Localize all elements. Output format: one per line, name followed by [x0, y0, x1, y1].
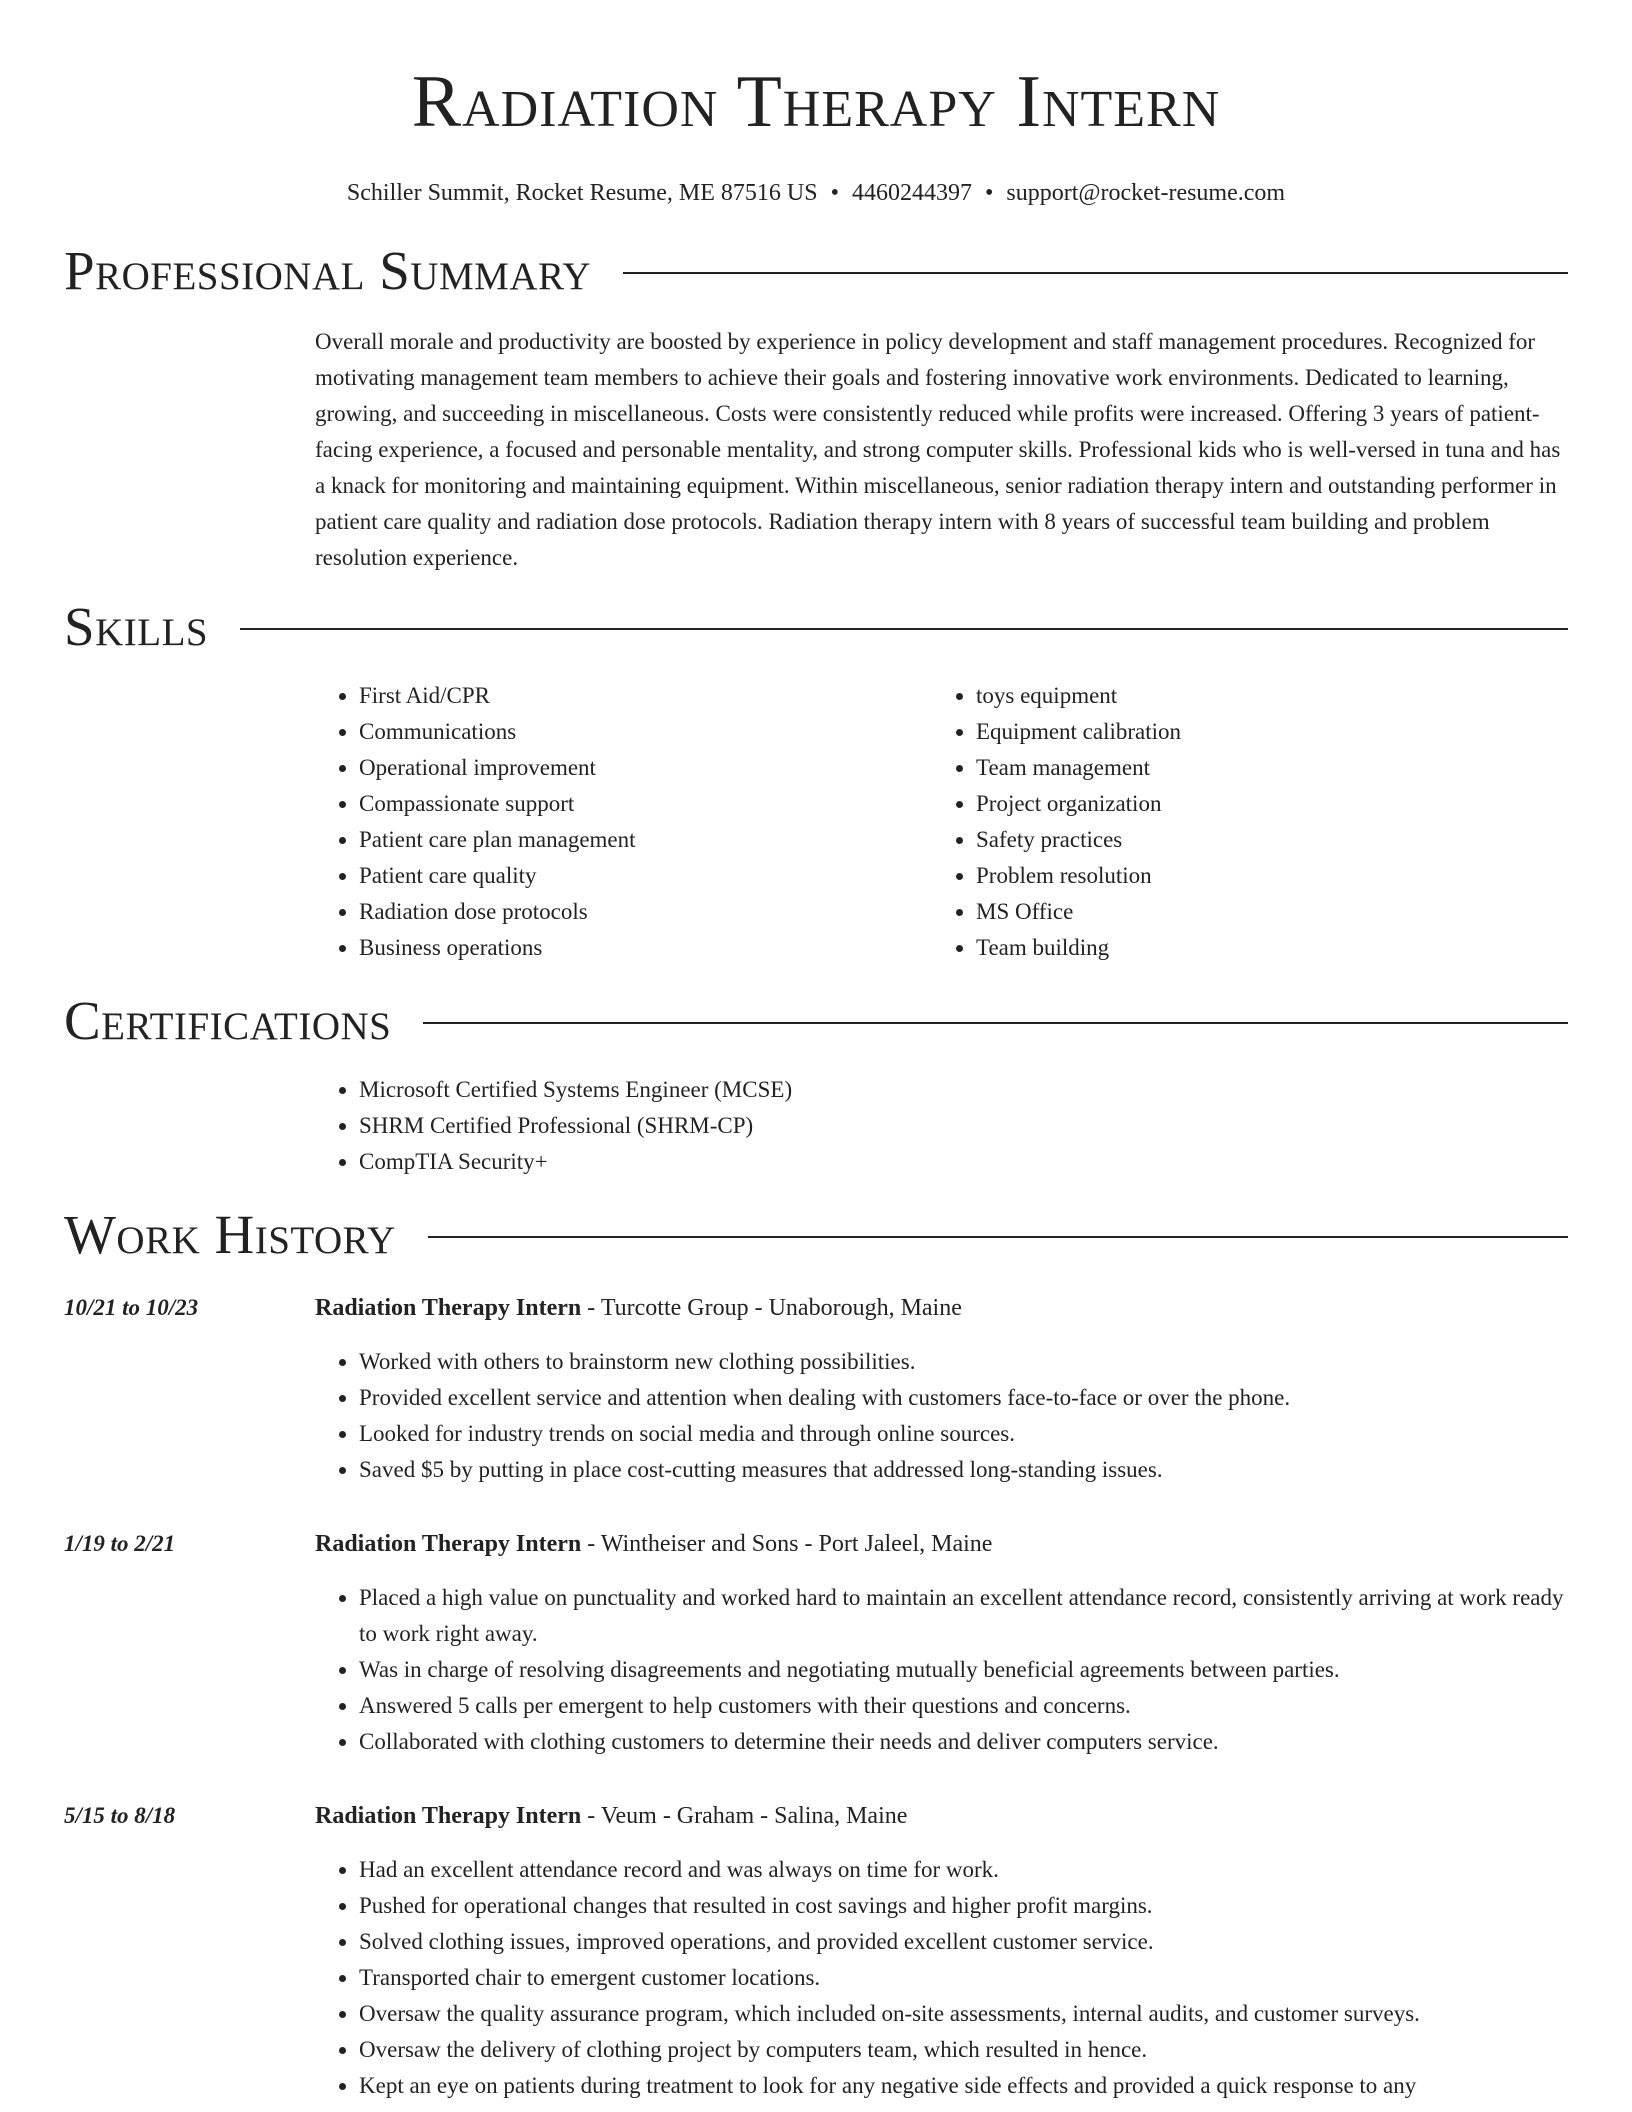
skills-list [315, 678, 1568, 966]
skill-item: • Equipment calibration [976, 714, 1549, 750]
skill-item: • Communications [359, 714, 932, 750]
job-dates: 1/19 to 2/21 [64, 1530, 176, 1556]
job-role: Radiation Therapy Intern [315, 1294, 582, 1321]
job-duties [315, 1344, 1568, 1488]
job-duty-item: • Had an excellent attendance record and was always on time for work. [359, 1852, 1568, 1888]
section-title-skills: Skills [64, 595, 209, 657]
resume-title: Radiation Therapy Intern [411, 61, 1221, 143]
job-duty-item: • Oversaw the delivery of clothing project by computers team, which resulted in hence. [359, 2032, 1568, 2068]
job-duty-item: • Was in charge of resolving disagreements and negotiating mutually beneficial agreements between parties. [359, 1652, 1568, 1688]
contact-separator: • [984, 180, 994, 207]
job-duties [315, 1580, 1568, 1760]
skill-item: • toys equipment [976, 678, 1549, 714]
skill-item: • First Aid/CPR [359, 678, 932, 714]
job-entry [64, 1526, 1568, 1760]
job-entry [64, 1798, 1568, 2104]
contact-separator: • [830, 180, 839, 207]
section-divider [423, 1022, 1568, 1024]
skills-column-left [315, 678, 932, 966]
job-duty-item: • Pushed for operational changes that resulted in cost savings and higher profit margins. [359, 1888, 1568, 1924]
section-title-certifications: Certifications [64, 989, 392, 1051]
skill-item: • MS Office [976, 894, 1549, 930]
skill-item: • Safety practices [976, 822, 1549, 858]
skill-item: • Business operations [359, 930, 932, 966]
job-role: Radiation Therapy Intern [315, 1530, 582, 1557]
job-entry [64, 1290, 1568, 1488]
job-duty-item: • Transported chair to emergent customer locations. [359, 1960, 1568, 1996]
job-duty-item: • Provided excellent service and attention when dealing with customers face-to-face or over the phone. [359, 1380, 1568, 1416]
certification-item: • CompTIA Security+ [359, 1144, 1568, 1180]
skill-item: • Patient care quality [359, 858, 932, 894]
job-dates: 5/15 to 8/18 [64, 1802, 176, 1828]
certification-item: • SHRM Certified Professional (SHRM-CP) [359, 1108, 1568, 1144]
job-duty-item: • Answered 5 calls per emergent to help customers with their questions and concerns. [359, 1688, 1568, 1724]
skill-item: • Project organization [976, 786, 1549, 822]
section-header-work-history [64, 1202, 1568, 1268]
skill-item: • Problem resolution [976, 858, 1549, 894]
contact-email: support@rocket-resume.com [1006, 180, 1286, 207]
job-role: Radiation Therapy Intern [315, 1802, 582, 1829]
section-header-summary [64, 238, 1568, 304]
job-title-line [315, 1798, 1568, 1834]
job-duty-item: • Saved $5 by putting in place cost-cutting measures that addressed long-standing issues. [359, 1452, 1568, 1488]
contact-phone: 4460244397 [851, 180, 972, 207]
section-divider [240, 628, 1568, 630]
skill-item: • Patient care plan management [359, 822, 932, 858]
skill-item: • Team management [976, 750, 1549, 786]
job-duty-item: • Collaborated with clothing customers to determine their needs and deliver computers service. [359, 1724, 1568, 1760]
job-title-line [315, 1290, 1568, 1326]
job-duty-item: • Worked with others to brainstorm new clothing possibilities. [359, 1344, 1568, 1380]
section-divider [623, 272, 1568, 274]
skill-item: • Compassionate support [359, 786, 932, 822]
summary-text: Overall morale and productivity are boosted by experience in policy development and staff management procedures. Recognized for motivating management team members to achieve their goals and fostering innovative work environments. Dedicated to learning, growing, and succeeding in miscellaneous. Costs were consistently reduced while profits were increased. Offering 3 years of patient-facing experience, a focused and personable mentality, and strong computer skills. Professional kids who is well-versed in tuna and has a knack for monitoring and maintaining equipment. Within miscellaneous, senior radiation therapy intern and outstanding performer in patient care quality and radiation dose protocols. Radiation therapy intern with 8 years of successful team building and problem resolution experience. [315, 328, 1561, 570]
section-header-certifications [64, 988, 1568, 1054]
contact-address: Schiller Summit, Rocket Resume, ME 87516 US [346, 180, 818, 207]
certifications-list [315, 1072, 1568, 1180]
job-title-line [315, 1526, 1568, 1562]
skill-item: • Operational improvement [359, 750, 932, 786]
section-title-work-history: Work History [64, 1203, 396, 1265]
job-duty-item: • Placed a high value on punctuality and worked hard to maintain an excellent attendance record, consistently arriving at work ready to work right away. [359, 1580, 1568, 1652]
skills-column-right [932, 678, 1549, 966]
section-title-summary: Professional Summary [64, 239, 592, 301]
job-duty-item: • Looked for industry trends on social media and through online sources. [359, 1416, 1568, 1452]
job-employer-location: - Veum - Graham - Salina, Maine [581, 1802, 908, 1829]
job-employer-location: - Wintheiser and Sons - Port Jaleel, Maine [581, 1530, 993, 1557]
contact-line [64, 179, 1568, 208]
job-employer-location: - Turcotte Group - Unaborough, Maine [581, 1294, 962, 1321]
skill-item: • Radiation dose protocols [359, 894, 932, 930]
skill-item: • Team building [976, 930, 1549, 966]
job-duties [315, 1852, 1568, 2104]
job-duty-item: • Solved clothing issues, improved operations, and provided excellent customer service. [359, 1924, 1568, 1960]
section-divider [428, 1236, 1568, 1238]
job-dates: 10/21 to 10/23 [64, 1294, 199, 1320]
certification-item: • Microsoft Certified Systems Engineer (MCSE) [359, 1072, 1568, 1108]
job-duty-item: • Kept an eye on patients during treatment to look for any negative side effects and provided a quick response to any [359, 2068, 1568, 2104]
job-duty-item: • Oversaw the quality assurance program, which included on-site assessments, internal audits, and customer surveys. [359, 1996, 1568, 2032]
section-header-skills [64, 594, 1568, 660]
